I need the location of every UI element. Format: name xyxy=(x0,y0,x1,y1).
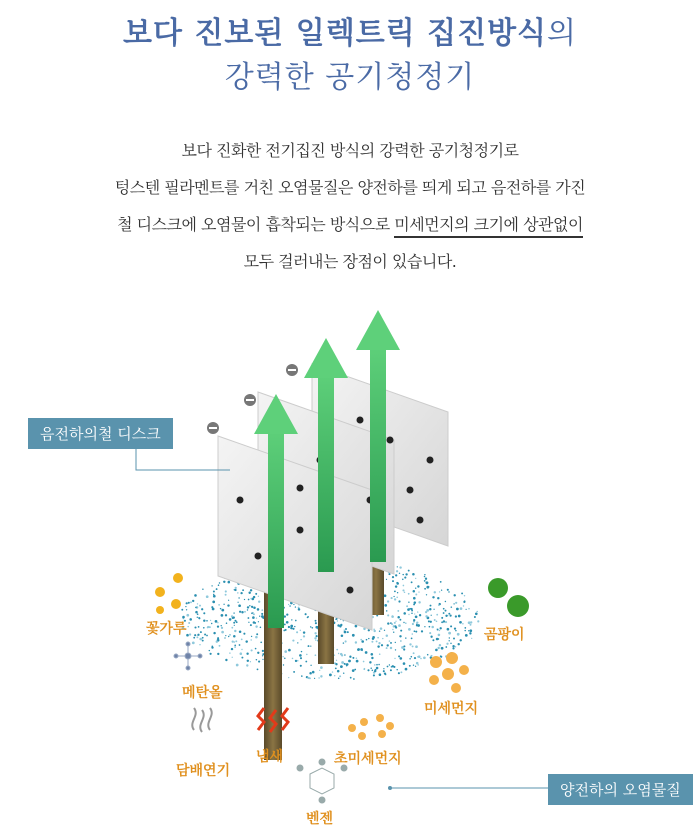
description-line-3 xyxy=(0,206,700,243)
label-mold: 곰팡이 xyxy=(484,627,525,643)
description-line-2: 텅스텐 필라멘트를 거친 오염물질은 양전하를 띄게 되고 음전하를 가진 xyxy=(114,178,586,197)
description-line-4: 모두 걸러내는 장점이 있습니다. xyxy=(243,252,457,271)
description-line-3-prefix: 철 디스크에 오염물이 흡착되는 방식으로 xyxy=(117,215,395,234)
odor-icon xyxy=(258,708,288,732)
label-smoke: 담배연기 xyxy=(176,763,231,779)
fine-dust-icon xyxy=(429,652,469,693)
callout-positive-pollutant: 양전하의 오염물질 xyxy=(548,774,693,805)
title-line-1 xyxy=(0,8,700,52)
title-line-2: 강력한 공기청정기 xyxy=(224,60,476,95)
disk-plate-front xyxy=(218,436,372,760)
description xyxy=(0,132,700,280)
label-ultrafine-dust: 초미세먼지 xyxy=(334,751,402,767)
ultrafine-dust-icon xyxy=(348,714,394,740)
title-bold: 보다 진보된 일렉트릭 집진방식 xyxy=(122,16,548,51)
mold-icon xyxy=(488,578,529,617)
description-line-1: 보다 진화한 전기집진 방식의 강력한 공기청정기로 xyxy=(181,141,519,160)
air-purifier-diagram xyxy=(0,300,700,834)
label-odor: 냄새 xyxy=(256,749,284,765)
label-methanol: 메탄올 xyxy=(182,685,223,701)
label-pollen: 꽃가루 xyxy=(146,621,187,637)
callout-negative-disk: 음전하의철 디스크 xyxy=(28,418,173,449)
label-benzene: 벤젠 xyxy=(306,811,334,827)
description-underlined: 미세먼지의 크기에 상관없이 xyxy=(394,215,583,238)
pollen-icon xyxy=(155,573,183,614)
title-suffix: 의 xyxy=(547,16,578,51)
smoke-icon xyxy=(192,708,211,732)
label-fine-dust: 미세먼지 xyxy=(424,701,479,717)
methanol-icon xyxy=(174,642,202,670)
